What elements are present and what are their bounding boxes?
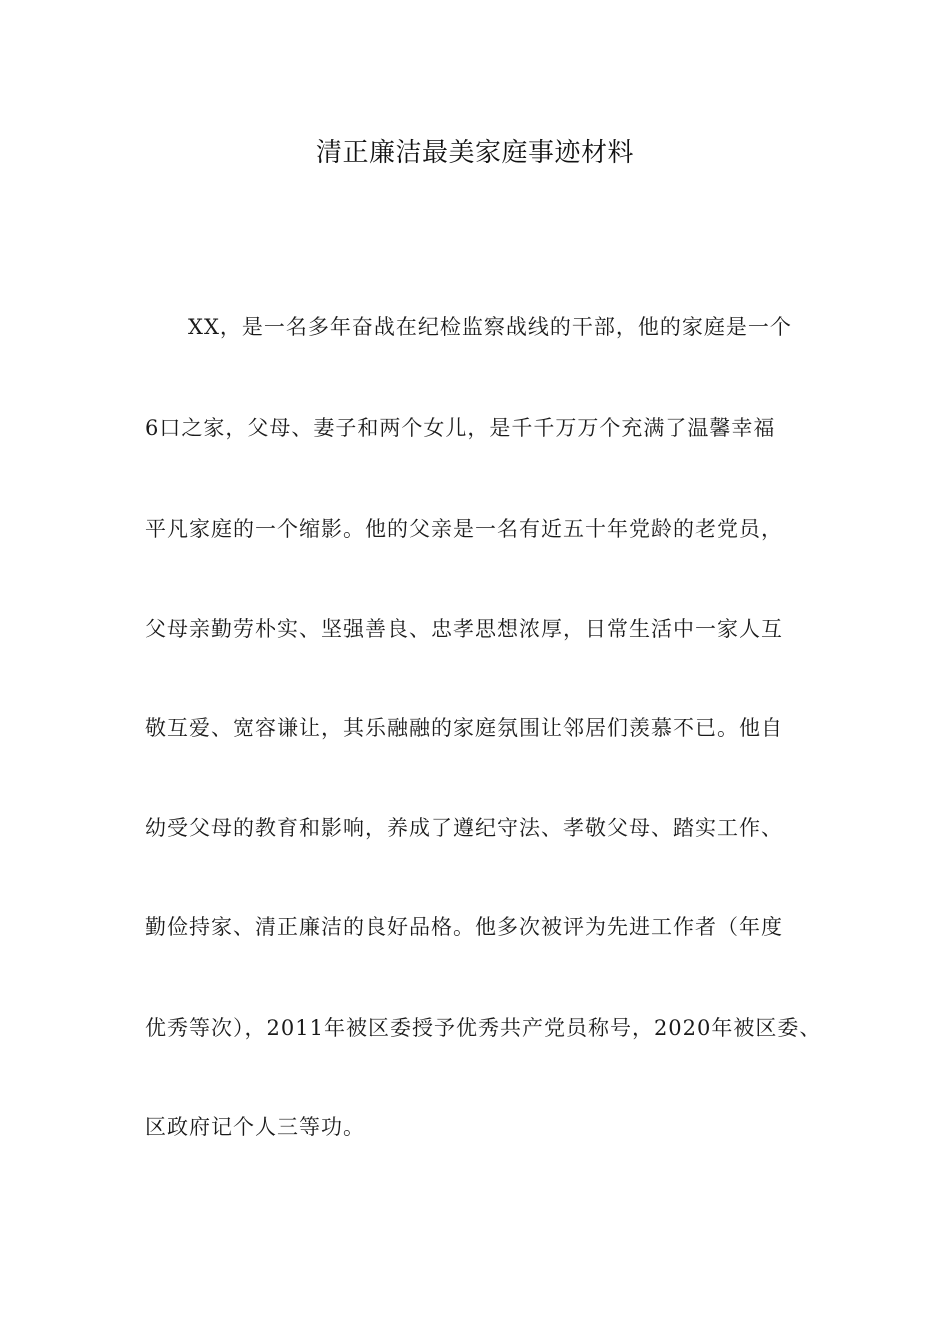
paragraph-line: 父母亲勤劳朴实、坚强善良、忠孝思想浓厚，日常生活中一家人互 <box>145 617 783 641</box>
paragraph-line: 区政府记个人三等功。 <box>145 1115 365 1139</box>
paragraph-line: 勤俭持家、清正廉洁的良好品格。他多次被评为先进工作者（年度 <box>145 915 783 939</box>
paragraph-line: 6口之家，父母、妻子和两个女儿，是千千万万个充满了温馨幸福 <box>145 416 776 440</box>
document-title: 清正廉洁最美家庭事迹材料 <box>315 138 634 168</box>
paragraph-line: XX，是一名多年奋战在纪检监察战线的干部，他的家庭是一个 <box>188 315 792 339</box>
paragraph-line: 优秀等次），2011年被区委授予优秀共产党员称号，2020年被区委、 <box>145 1016 822 1040</box>
paragraph-line: 平凡家庭的一个缩影。他的父亲是一名有近五十年党龄的老党员， <box>145 517 783 541</box>
paragraph-line: 幼受父母的教育和影响，养成了遵纪守法、孝敬父母、踏实工作、 <box>145 816 783 840</box>
paragraph-line: 敬互爱、宽容谦让，其乐融融的家庭氛围让邻居们羡慕不已。他自 <box>145 716 783 740</box>
